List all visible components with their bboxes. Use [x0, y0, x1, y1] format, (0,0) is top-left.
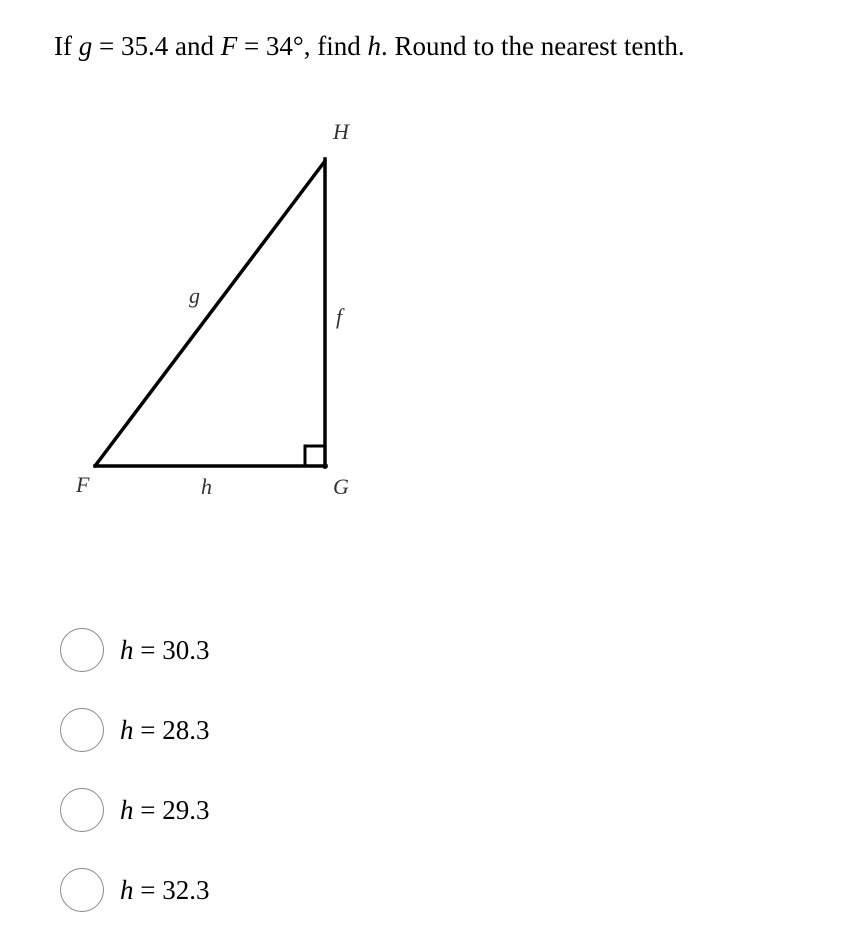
answer-value: = 32.3: [133, 875, 210, 905]
radio-button[interactable]: [60, 788, 104, 832]
answer-value: = 29.3: [133, 795, 210, 825]
vertex-label-h: H: [333, 119, 349, 144]
answer-var: h: [120, 715, 134, 745]
answer-value: = 30.3: [133, 635, 210, 665]
answer-option-label: [120, 872, 209, 908]
question-var-f: F: [220, 31, 238, 61]
vertex-label-f: F: [76, 472, 90, 497]
answer-option-2[interactable]: [60, 706, 209, 754]
radio-button[interactable]: [60, 628, 104, 672]
answer-option-label: [120, 632, 209, 668]
question-eq2: = 34°, find: [237, 31, 368, 61]
radio-button[interactable]: [60, 868, 104, 912]
side-label-h: h: [201, 474, 212, 499]
right-angle-marker: [305, 446, 325, 466]
question-var-g: g: [78, 31, 93, 61]
answer-var: h: [120, 795, 134, 825]
question-eq1: = 35.4 and: [92, 31, 221, 61]
side-g-line: [95, 161, 325, 466]
side-label-g: g: [189, 283, 200, 308]
answer-option-4[interactable]: [60, 866, 209, 914]
answer-option-3[interactable]: [60, 786, 209, 834]
question-var-h: h: [367, 31, 381, 61]
question-prefix: If: [54, 31, 79, 61]
side-label-f: f: [336, 304, 343, 329]
answer-var: h: [120, 635, 134, 665]
answer-var: h: [120, 875, 134, 905]
radio-button[interactable]: [60, 708, 104, 752]
question-suffix: . Round to the nearest tenth.: [380, 31, 685, 61]
answer-option-label: [120, 712, 209, 748]
answer-option-1[interactable]: [60, 626, 209, 674]
vertex-label-g: G: [333, 474, 349, 499]
answer-option-label: [120, 792, 209, 828]
answer-choices: [60, 626, 209, 946]
answer-value: = 28.3: [133, 715, 210, 745]
